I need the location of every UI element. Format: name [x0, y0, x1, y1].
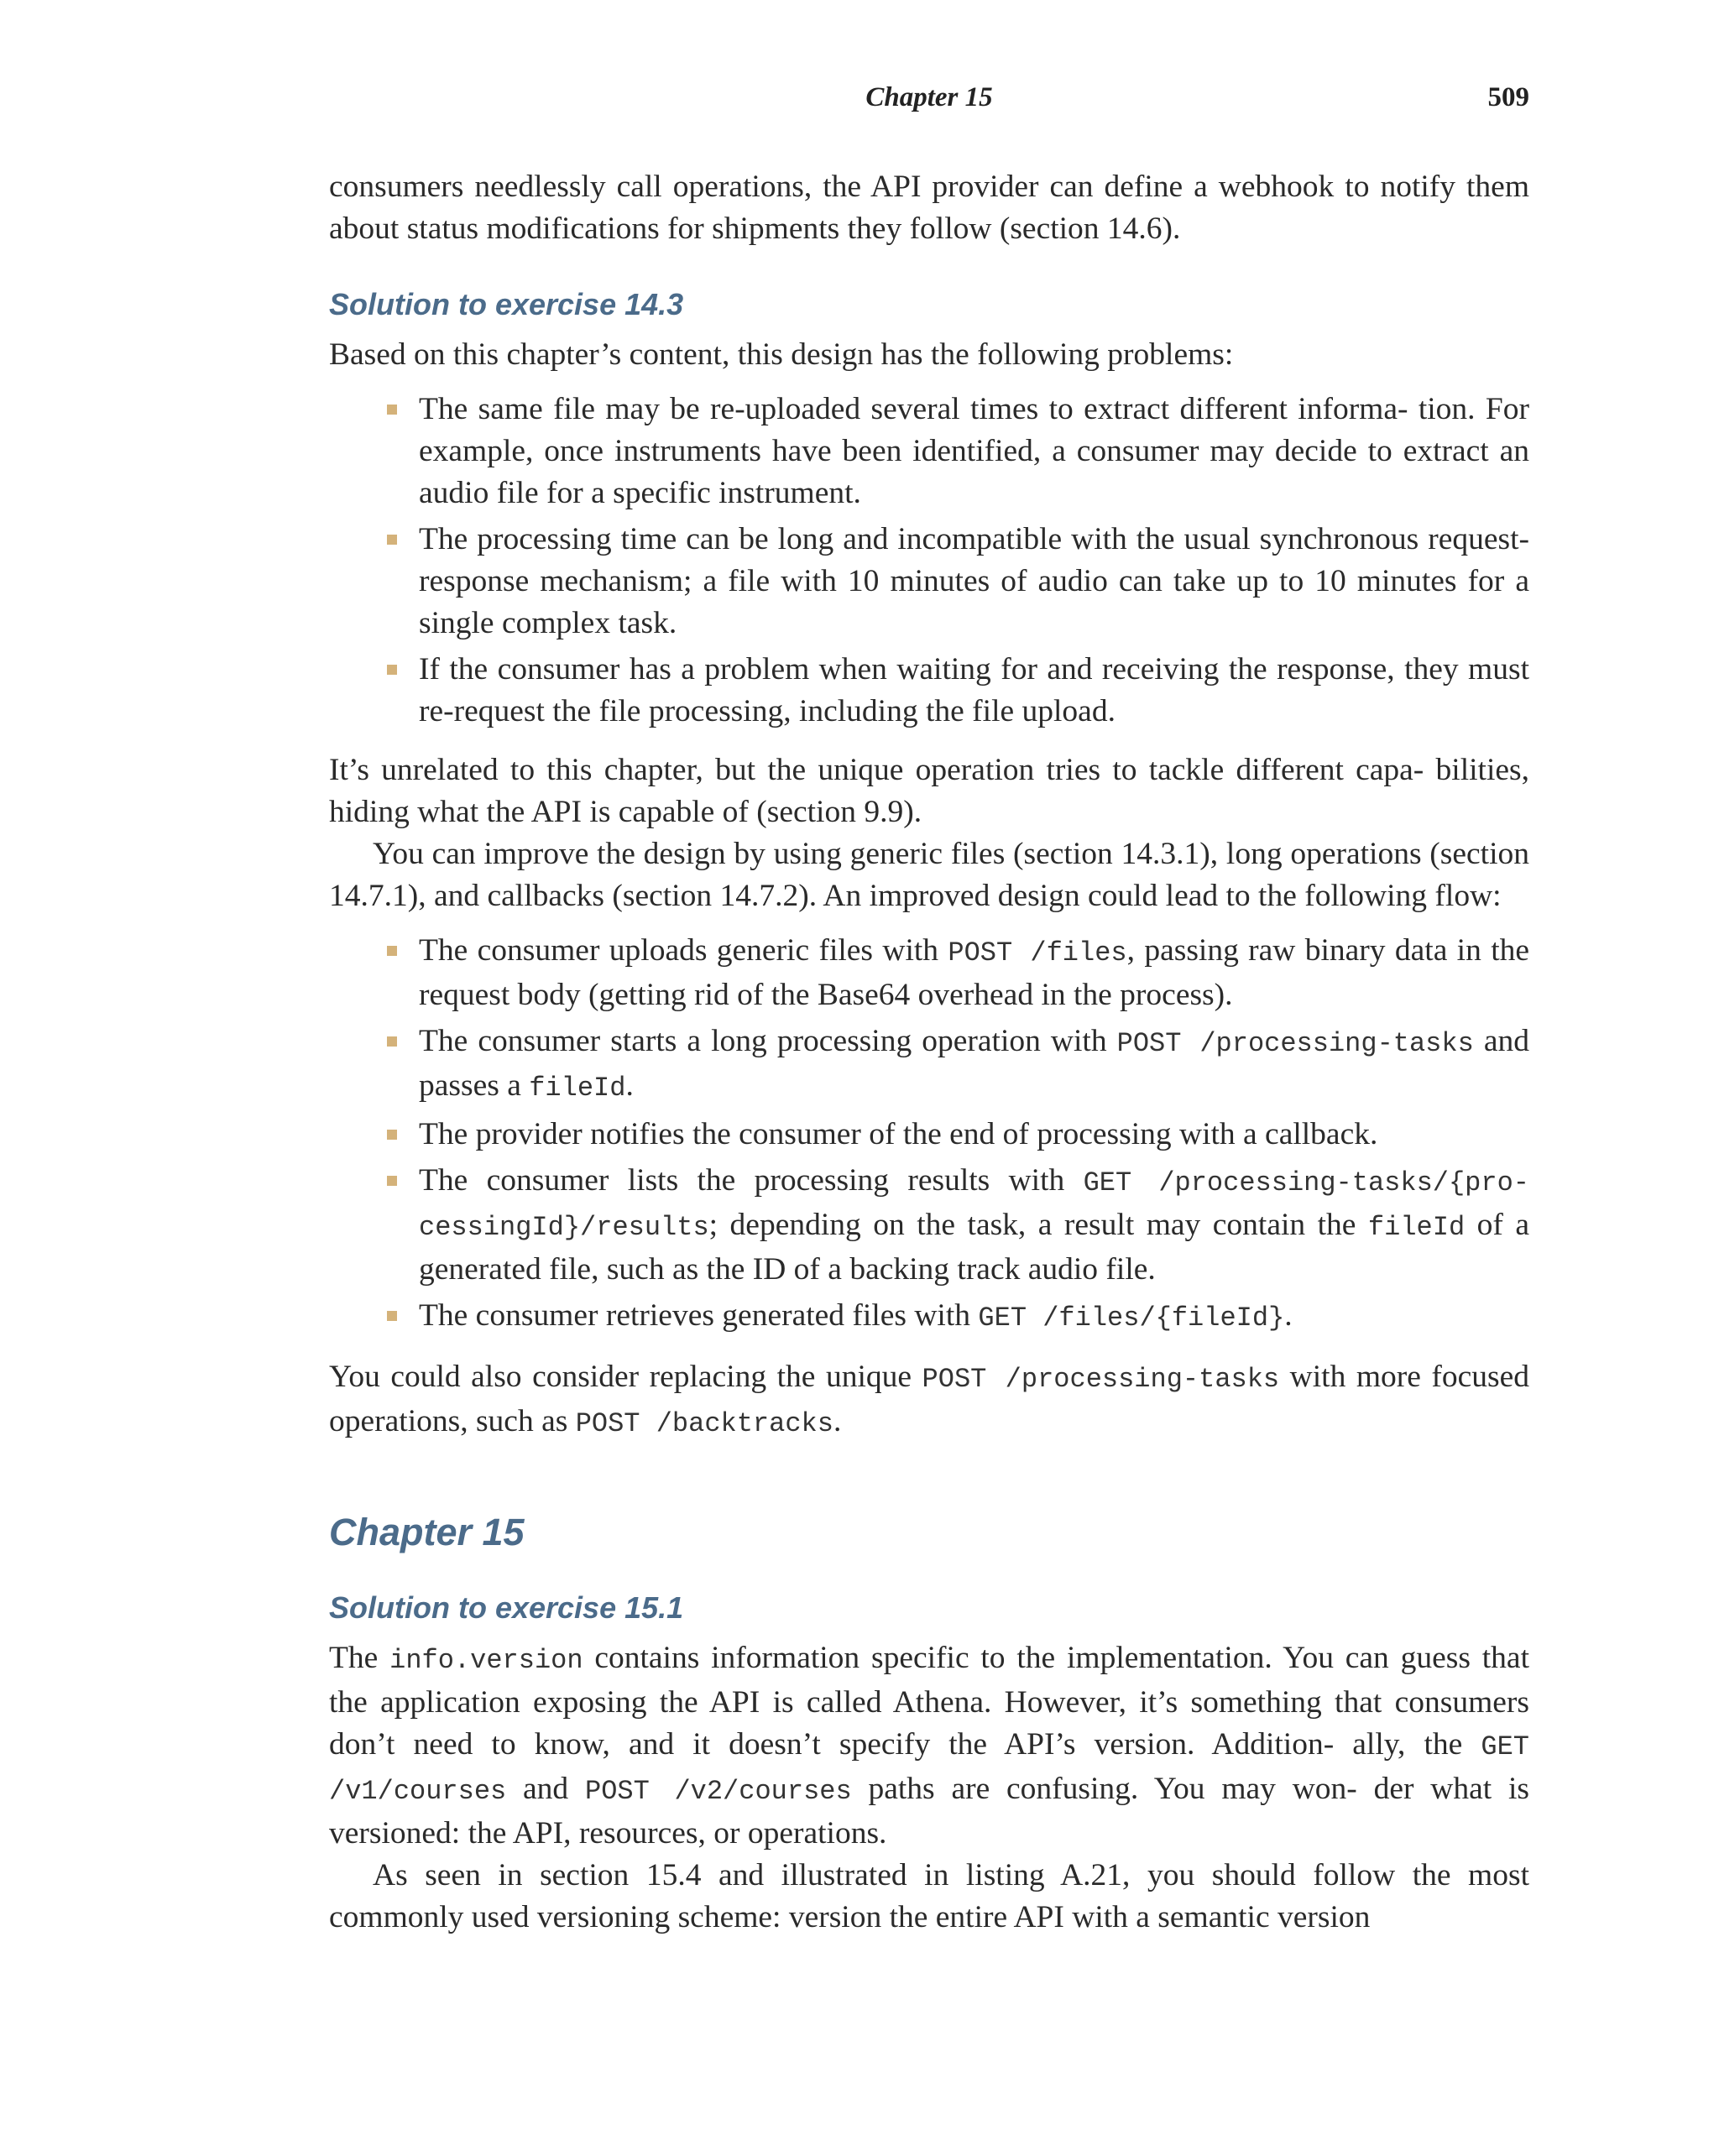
replacement-paragraph — [329, 1356, 1529, 1445]
code-file-id: fileId — [529, 1073, 626, 1104]
bullet-marker — [387, 1130, 397, 1140]
bullet-marker — [387, 946, 397, 956]
flow-2-text-end: . — [625, 1068, 634, 1103]
bullet-marker — [387, 1311, 397, 1321]
bullet-marker — [387, 405, 397, 415]
list-item — [329, 930, 1529, 1016]
unrelated-paragraph: It’s unrelated to this chapter, but the unique operation tries to tackle different capa- bilities, hiding what the API is capable of (section 9.9). — [329, 753, 1529, 829]
flow-3-text: The provider notifies the consumer of the end of processing with a callback. — [419, 1117, 1378, 1151]
list-item — [329, 649, 1529, 733]
running-header — [329, 82, 1529, 124]
list-item-text: The processing time can be long and incompatible with the usual synchronous request-response mechanism; a file with 10 minutes of audio can take up to 10 minutes for a single complex task. — [419, 522, 1529, 640]
flow-5-text: The consumer retrieves generated files with — [419, 1298, 979, 1333]
code-post-processing-tasks: POST /processing-tasks — [1116, 1028, 1474, 1059]
list-item — [329, 519, 1529, 645]
list-item — [329, 1160, 1529, 1291]
solution-14-3-heading: Solution to exercise 14.3 — [329, 287, 684, 321]
bullet-marker — [387, 535, 397, 545]
solution-14-3-body — [329, 334, 1529, 1445]
list-item — [329, 1021, 1529, 1109]
chapter-15-heading-wrap — [329, 1507, 1529, 1558]
improvement-paragraph: You can improve the design by using generic files (section 14.3.1), long operations (section 14.7.1), and callbacks (section 14.7.2). An improved design could lead to the following flow: — [329, 837, 1529, 913]
intro-section — [329, 166, 1529, 250]
info-version-paragraph — [329, 1637, 1529, 1855]
code-post-files: POST /files — [948, 937, 1127, 968]
solution-14-3-lead: Based on this chapter’s content, this design has the following problems: — [329, 337, 1234, 372]
code-post-processing-tasks: POST /processing-tasks — [922, 1364, 1280, 1395]
problems-list — [329, 389, 1529, 733]
flow-2-text: The consumer starts a long processing operation with — [419, 1024, 1117, 1058]
running-header-chapter: Chapter 15 — [865, 82, 993, 112]
code-file-id: fileId — [1367, 1212, 1466, 1243]
intro-paragraph: consumers needlessly call operations, the API provider can define a webhook to notify them about status modifications for shipments they follow (section 14.6). — [329, 170, 1529, 246]
list-item — [329, 389, 1529, 514]
flow-4-text-mid: ; depending on the task, a result may contain the — [708, 1208, 1368, 1242]
solution-15-1-heading-wrap — [329, 1587, 1529, 1629]
replacement-text-end: . — [833, 1404, 842, 1438]
info-version-text: The — [329, 1641, 390, 1675]
page-number: 509 — [1487, 82, 1529, 112]
chapter-15-heading: Chapter 15 — [329, 1511, 525, 1553]
flow-5-text-end: . — [1284, 1298, 1293, 1333]
code-post-backtracks: POST /backtracks — [575, 1408, 833, 1439]
list-item-text: The same file may be re-uploaded several times to extract different informa- tion. For example, once instruments have been identified, a consumer may decide to extract an audio file for a specific instrument. — [419, 392, 1529, 510]
flow-1-text-end: , passing raw binary data in the request body (getting rid of the Base64 overhead in the process). — [419, 933, 1530, 1012]
flow-4-text: The consumer lists the processing results with — [419, 1163, 1084, 1198]
bullet-marker — [387, 1176, 397, 1186]
flow-1-text: The consumer uploads generic files with — [419, 933, 948, 968]
bullet-marker — [387, 1036, 397, 1047]
list-item — [329, 1295, 1529, 1339]
code-get-processing-results: GET /processing-tasks/{pro- cessingId}/results — [419, 1167, 1529, 1243]
code-get-v1-courses: GET /v1/courses — [329, 1731, 1529, 1807]
versioning-paragraph: As seen in section 15.4 and illustrated in listing A.21, you should follow the most commonly used versioning scheme: version the entire API with a semantic version — [329, 1858, 1529, 1934]
info-version-text-mid: contains information specific to the implementation. You can guess that the application exposing the API is called Athena. However, it’s something that consumers don’t need to know, and it doesn’t specify the API’s version. Addition- ally, the — [329, 1641, 1529, 1762]
code-info-version: info.version — [389, 1645, 583, 1676]
info-version-text-end: paths are confusing. You may won- der what is versioned: the API, resources, or operations. — [329, 1772, 1530, 1851]
code-get-file: GET /files/{fileId} — [978, 1302, 1285, 1334]
replacement-text: You could also consider replacing the unique — [329, 1360, 922, 1394]
flow-2-text-mid: and passes a — [419, 1024, 1529, 1103]
list-item-text: If the consumer has a problem when waiting for and receiving the response, they must re-request the file processing, including the file upload. — [419, 652, 1529, 728]
flow-4-text-end: of a generated file, such as the ID of a backing track audio file. — [419, 1208, 1529, 1287]
list-item — [329, 1114, 1529, 1156]
flow-list — [329, 930, 1529, 1339]
replacement-text-mid: with more focused operations, such as — [329, 1360, 1530, 1438]
solution-15-1-body — [329, 1637, 1529, 1939]
info-version-text-and: and — [506, 1772, 585, 1806]
solution-14-3-heading-wrap — [329, 284, 1529, 326]
code-post-v2-courses: POST /v2/courses — [585, 1776, 852, 1807]
solution-15-1-heading: Solution to exercise 15.1 — [329, 1590, 684, 1625]
bullet-marker — [387, 665, 397, 675]
